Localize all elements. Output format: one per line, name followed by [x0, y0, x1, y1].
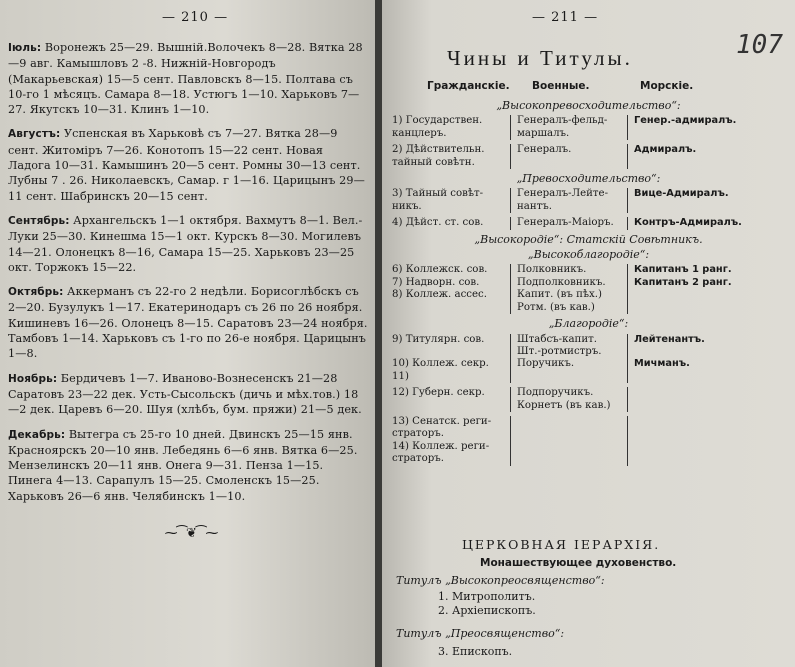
page-number-left: — 210 —: [162, 10, 229, 25]
military-rank: Подпоручикъ. Корнетъ (въ кав.): [510, 387, 627, 412]
naval-rank: [627, 387, 767, 412]
ranks-title: Чины и Титулы.: [447, 46, 633, 70]
naval-rank: Вице-Адмиралъ.: [627, 188, 767, 213]
civil-rank: 2) Дѣйствительн. тайный совѣтн.: [392, 144, 485, 168]
rank-group-title: „Превосходительство“:: [516, 172, 661, 186]
military-rank: Штабсъ-капит. Шт.-ротмистръ. Поручикъ.: [510, 334, 627, 384]
rank-row: [382, 188, 795, 213]
fair-entry: [8, 427, 368, 504]
rank-row: [382, 264, 795, 314]
fair-entry: [8, 40, 368, 117]
rank-group-title: „Высокоблагородіе“:: [527, 248, 650, 262]
page-number-right: — 211 —: [532, 10, 599, 25]
handwritten-number: 107: [736, 30, 783, 60]
monastic-title: Монашествующее духовенство.: [480, 557, 677, 569]
left-page: [0, 0, 375, 667]
military-rank: Генералъ.: [510, 144, 627, 169]
naval-rank: [627, 416, 767, 466]
civil-rank: 6) Коллежск. сов. 7) Надворн. сов. 8) Коллеж. ассес.: [392, 264, 488, 301]
civil-rank: 4) Дѣйст. ст. сов.: [392, 217, 484, 229]
rank-row: [382, 217, 795, 229]
military-rank: [510, 416, 627, 466]
month-label: Ноябрь:: [8, 372, 58, 385]
month-label: Декабрь:: [8, 428, 66, 441]
ranks-table: [382, 98, 795, 470]
military-rank: Генералъ-фельд- маршалъ.: [510, 115, 627, 140]
military-rank: Генералъ-Маіоръ.: [510, 217, 627, 229]
col-header-civil: Гражданскіе.: [427, 80, 510, 92]
naval-rank: Адмиралъ.: [627, 144, 767, 169]
fair-text: Архангельскъ 1—1 октября. Вахмутъ 8—1. Вел.-Луки 25—30. Кинешма 15—1 окт. Курскъ 8—30. Могилевъ 14—21. Олонецкъ 8—16, Самара 15—25. Харьковъ 23—25 окт. Торжокъ 15—22.: [8, 213, 363, 274]
civil-rank: 13) Сенатск. реги- страторъ. 14) Коллеж. реги- страторъ.: [392, 415, 492, 465]
month-label: Августъ:: [8, 128, 61, 141]
rank-row: [382, 334, 795, 384]
fair-text: Вытегра съ 25-го 10 дней. Двинскъ 25—15 янв. Красноярскъ 20—10 янв. Лебедянь 6—6 янв. Вятка 6—25. Мензелинскъ 20—11 янв. Онега 9—31. Пенза 1—15. Пинега 4—13. Сарапулъ 15—25. Смоленскъ 15—25. Харьковъ 26—6 янв. Челябинскъ 1—10.: [8, 427, 358, 503]
rank-group-title: „Благородіе“:: [548, 317, 629, 331]
civil-rank: 9) Титулярн. сов. 10) Коллеж. секр. 11): [392, 333, 489, 382]
church-hierarchy-title: ЦЕРКОВНАЯ ІЕРАРХІЯ.: [462, 537, 661, 552]
fair-text: Воронежъ 25—29. Вышній.Волочекъ 8—28. Вятка 28—9 авг. Камышловъ 2 -8. Нижній-Новгородъ (Макарьевская) 15—5 сент. Павловскъ 8—15. Полтава съ 10-го 1 мѣсяцъ. Самара 8—18. Устюгъ 1—10. Харьковъ 7—27. Якутскъ 10—31. Клинъ 1—10.: [8, 41, 363, 117]
naval-rank: Генер.-адмиралъ.: [627, 115, 767, 140]
fair-entry: [8, 284, 368, 361]
title2-items: 3. Епископъ.: [438, 645, 513, 658]
fair-text: Аккерманъ съ 22-го 2 недѣли. Борисоглѣбскъ съ 2—20. Бузулукъ 1—17. Екатеринодаръ съ 26 по 26 ноября. Кишиневъ 16—26. Олонецъ 8—15. Саратовъ 23—24 ноября. Тамбовъ 1—14. Харьковъ съ 1-го по 26-е ноября. Царицынъ 1—8.: [8, 285, 368, 361]
fair-entry: [8, 126, 368, 203]
rank-row: [382, 416, 795, 466]
naval-rank: Лейтенантъ. Мичманъ.: [627, 334, 767, 384]
civil-rank: 12) Губерн. секр.: [392, 387, 485, 399]
fair-entry: [8, 371, 368, 418]
month-label: Сентябрь:: [8, 214, 70, 227]
title1-items: 1. Митрополитъ. 2. Архіепископъ.: [438, 590, 536, 617]
rank-row: [382, 115, 795, 140]
military-rank: Генералъ-Лейте- нантъ.: [510, 188, 627, 213]
rank-group-title: „Высокородіе“: Статскій Совѣтникъ.: [474, 232, 703, 246]
civil-rank: 1) Государствен. канцлеръ.: [392, 115, 483, 139]
month-label: Іюль:: [8, 42, 42, 54]
title2-label: Титулъ „Преосвященство“:: [396, 627, 565, 640]
naval-rank: Капитанъ 1 ранг. Капитанъ 2 ранг.: [627, 264, 767, 314]
rank-group-title: „Высокопревосходительство“:: [496, 99, 681, 112]
book-gutter: [375, 0, 382, 667]
naval-rank: Контръ-Адмиралъ.: [627, 217, 767, 229]
fair-entry: [8, 213, 368, 275]
title1-label: Титулъ „Высокопреосвященство“:: [396, 574, 605, 587]
fair-text: Бердичевъ 1—7. Иваново-Вознесенскъ 21—28 Саратовъ 23—22 дек. Усть-Сысольскъ (дичь и мѣх.тов.) 18—2 дек. Царевъ 6—20. Шуя (хлѣбъ, бум. пряжи) 21—5 дек.: [8, 371, 362, 417]
col-header-military: Военные.: [532, 80, 590, 92]
rank-row: [382, 387, 795, 412]
decorative-ornament: ⁓⁀❦⁀⁓: [164, 526, 218, 541]
fair-text: Успенская въ Харьковѣ съ 7—27. Вятка 28—9 сент. Житоміръ 7—26. Конотопъ 15—22 сент. Новая Ладога 10—31. Камышинъ 20—5 сент. Ромны 30—13 сент. Лубны 7 . 26. Николаевскъ, Самар. г 1—16. Царицынъ 29—11 сент. Шабринскъ 20—15 сент.: [8, 127, 365, 203]
right-page: [382, 0, 795, 667]
rank-row: [382, 144, 795, 169]
civil-rank: 3) Тайный совѣт- никъ.: [392, 188, 484, 212]
fairs-list: [8, 40, 368, 513]
col-header-naval: Морскіе.: [640, 80, 694, 92]
month-label: Октябрь:: [8, 286, 64, 299]
military-rank: Полковникъ. Подполковникъ. Капит. (въ пѣх.) Ротм. (въ кав.): [510, 264, 627, 314]
